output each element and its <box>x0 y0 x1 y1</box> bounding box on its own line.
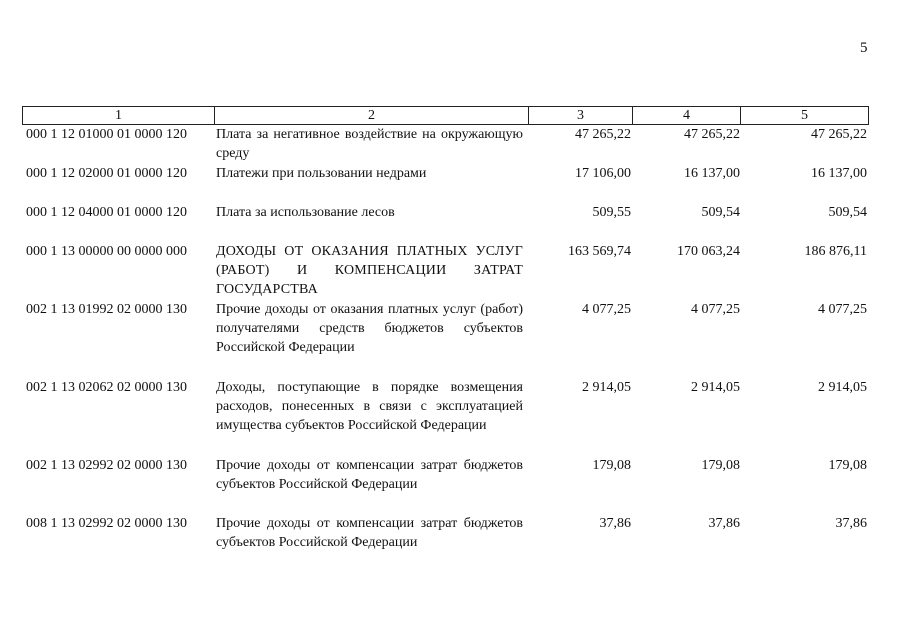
header-col-1: 1 <box>23 107 215 125</box>
revenue-name: ДОХОДЫ ОТ ОКАЗАНИЯ ПЛАТНЫХ УСЛУГ (РАБОТ) И КОМПЕНСАЦИИ ЗАТРАТ ГОСУДАРСТВА <box>216 244 523 297</box>
value-col-4: 4 077,25 <box>691 302 740 317</box>
value-col-3: 163 569,74 <box>568 244 631 259</box>
value-col-4: 2 914,05 <box>691 380 740 395</box>
value-col-3: 509,55 <box>592 205 631 220</box>
value-col-3: 179,08 <box>592 458 631 473</box>
header-col-2: 2 <box>215 107 529 125</box>
budget-code: 008 1 13 02992 02 0000 130 <box>26 516 187 531</box>
column-number-header <box>22 106 869 125</box>
revenue-name: Прочие доходы от компенсации затрат бюджетов субъектов Российской Федерации <box>216 516 523 550</box>
budget-code: 002 1 13 02992 02 0000 130 <box>26 458 187 473</box>
budget-code: 000 1 12 04000 01 0000 120 <box>26 205 187 220</box>
value-col-5: 509,54 <box>828 205 867 220</box>
value-col-5: 2 914,05 <box>818 380 867 395</box>
value-col-5: 179,08 <box>828 458 867 473</box>
value-col-4: 16 137,00 <box>684 166 740 181</box>
revenue-name: Доходы, поступающие в порядке возмещения расходов, понесенных в связи с эксплуатацией имущества субъектов Российской Федерации <box>216 380 523 433</box>
value-col-4: 179,08 <box>701 458 740 473</box>
value-col-3: 47 265,22 <box>575 127 631 142</box>
value-col-5: 4 077,25 <box>818 302 867 317</box>
revenue-name: Плата за негативное воздействие на окружающую среду <box>216 127 523 161</box>
budget-code: 000 1 13 00000 00 0000 000 <box>26 244 187 259</box>
value-col-3: 17 106,00 <box>575 166 631 181</box>
budget-code: 000 1 12 01000 01 0000 120 <box>26 127 187 142</box>
budget-code: 002 1 13 02062 02 0000 130 <box>26 380 187 395</box>
value-col-3: 37,86 <box>599 516 631 531</box>
value-col-5: 186 876,11 <box>804 244 867 259</box>
value-col-4: 47 265,22 <box>684 127 740 142</box>
revenue-name: Прочие доходы от оказания платных услуг (работ) получателями средств бюджетов субъектов Российской Федерации <box>216 302 523 355</box>
value-col-3: 2 914,05 <box>582 380 631 395</box>
budget-code: 000 1 12 02000 01 0000 120 <box>26 166 187 181</box>
revenue-name: Прочие доходы от компенсации затрат бюджетов субъектов Российской Федерации <box>216 458 523 492</box>
header-col-4: 4 <box>633 107 741 125</box>
header-row <box>23 107 869 125</box>
revenue-name: Плата за использование лесов <box>216 205 395 220</box>
value-col-5: 47 265,22 <box>811 127 867 142</box>
value-col-5: 37,86 <box>835 516 867 531</box>
value-col-5: 16 137,00 <box>811 166 867 181</box>
revenue-name: Платежи при пользовании недрами <box>216 166 427 181</box>
header-col-5: 5 <box>741 107 869 125</box>
header-col-3: 3 <box>529 107 633 125</box>
value-col-4: 37,86 <box>708 516 740 531</box>
page-number: 5 <box>860 40 868 56</box>
value-col-4: 170 063,24 <box>677 244 740 259</box>
value-col-4: 509,54 <box>701 205 740 220</box>
budget-code: 002 1 13 01992 02 0000 130 <box>26 302 187 317</box>
value-col-3: 4 077,25 <box>582 302 631 317</box>
